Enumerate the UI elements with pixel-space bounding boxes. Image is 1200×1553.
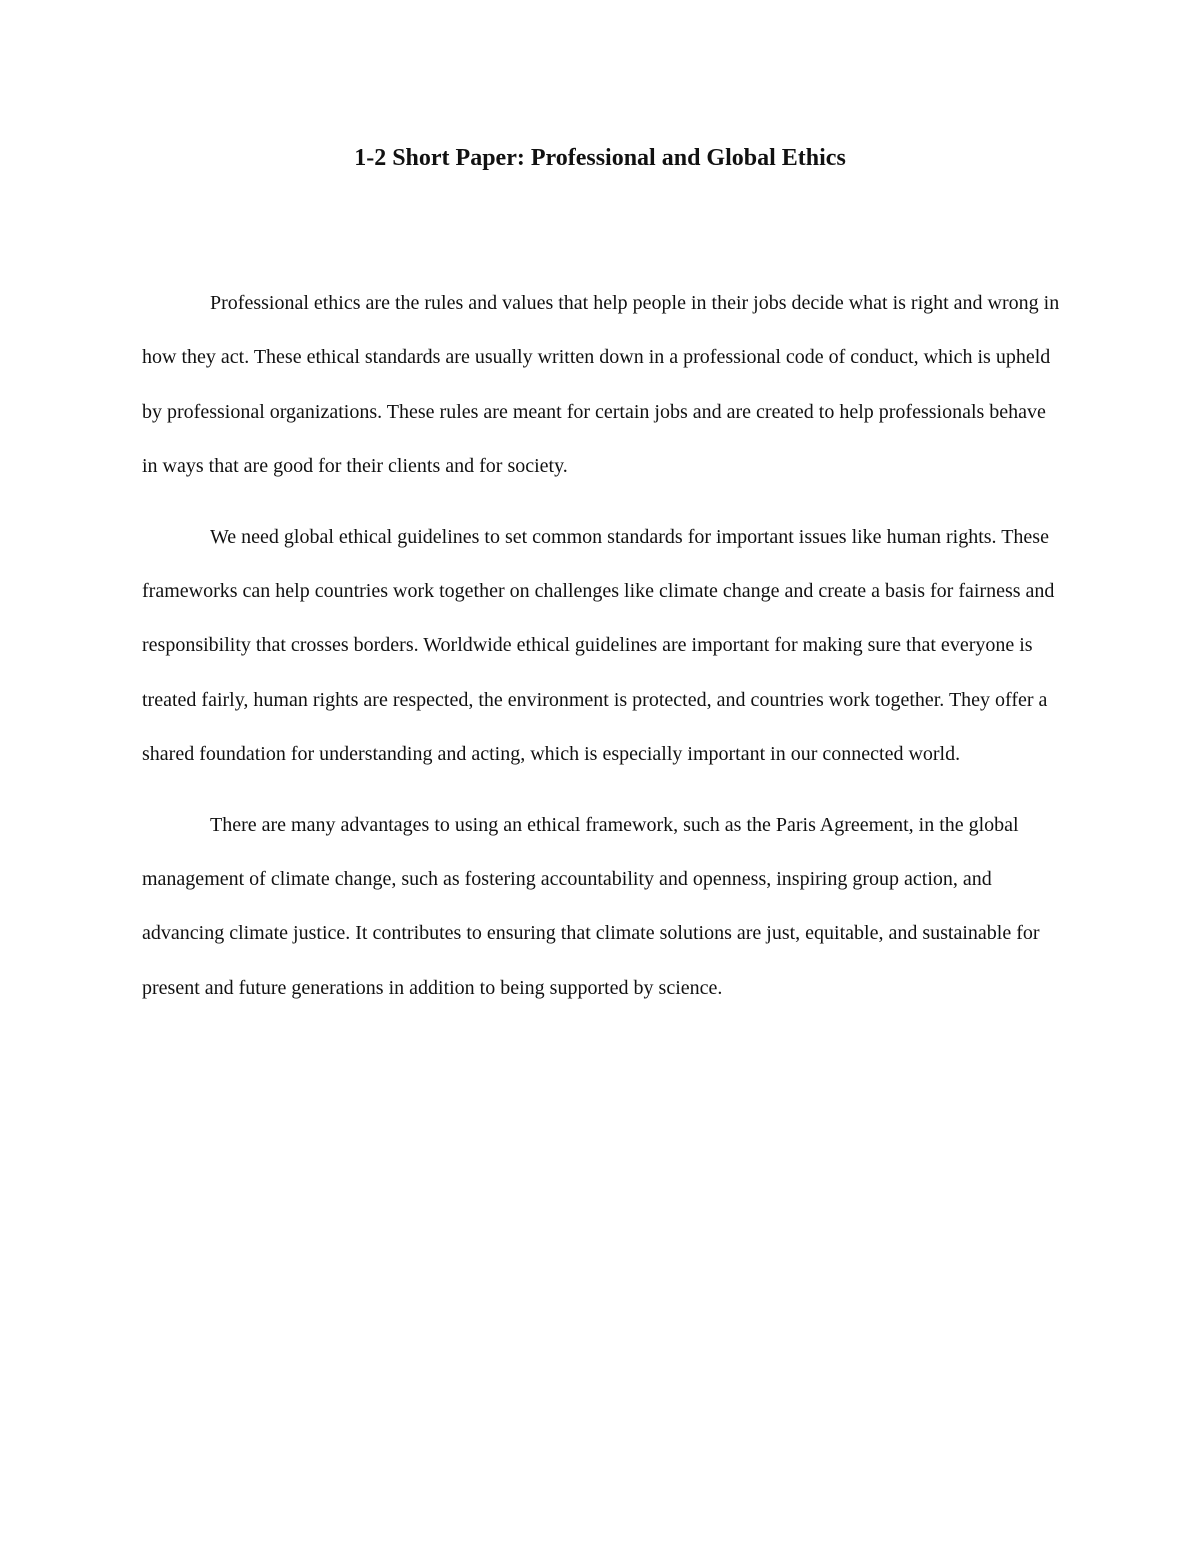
paragraph-paris-agreement: There are many advantages to using an ethical framework, such as the Paris Agreement, in the global management of climate change, such as fostering accountability and openness, inspiring group action, and advancing climate justice. It contributes to ensuring that climate solutions are just, equitable, and sustainable for present and future generations in addition to being supported by science. (142, 813, 1040, 999)
paragraph-professional-ethics: Professional ethics are the rules and values that help people in their jobs decide what is right and wrong in how they act. These ethical standards are usually written down in a professional code of conduct, which is upheld by professional organizations. These rules are meant for certain jobs and are created to help professionals behave in ways that are good for their clients and for society. (142, 292, 1060, 478)
page-title: 1-2 Short Paper: Professional and Global Ethics (354, 145, 846, 171)
paragraph-global-ethical-guidelines: We need global ethical guidelines to set common standards for important issues like human rights. These frameworks can help countries work together on challenges like climate change and create a basis for fairness and responsibility that crosses borders. Worldwide ethical guidelines are important for making sure that everyone is treated fairly, human rights are respected, the environment is protected, and countries work together. They offer a shared foundation for understanding and acting, which is especially important in our connected world. (142, 525, 1055, 766)
document-body (142, 276, 1062, 1031)
